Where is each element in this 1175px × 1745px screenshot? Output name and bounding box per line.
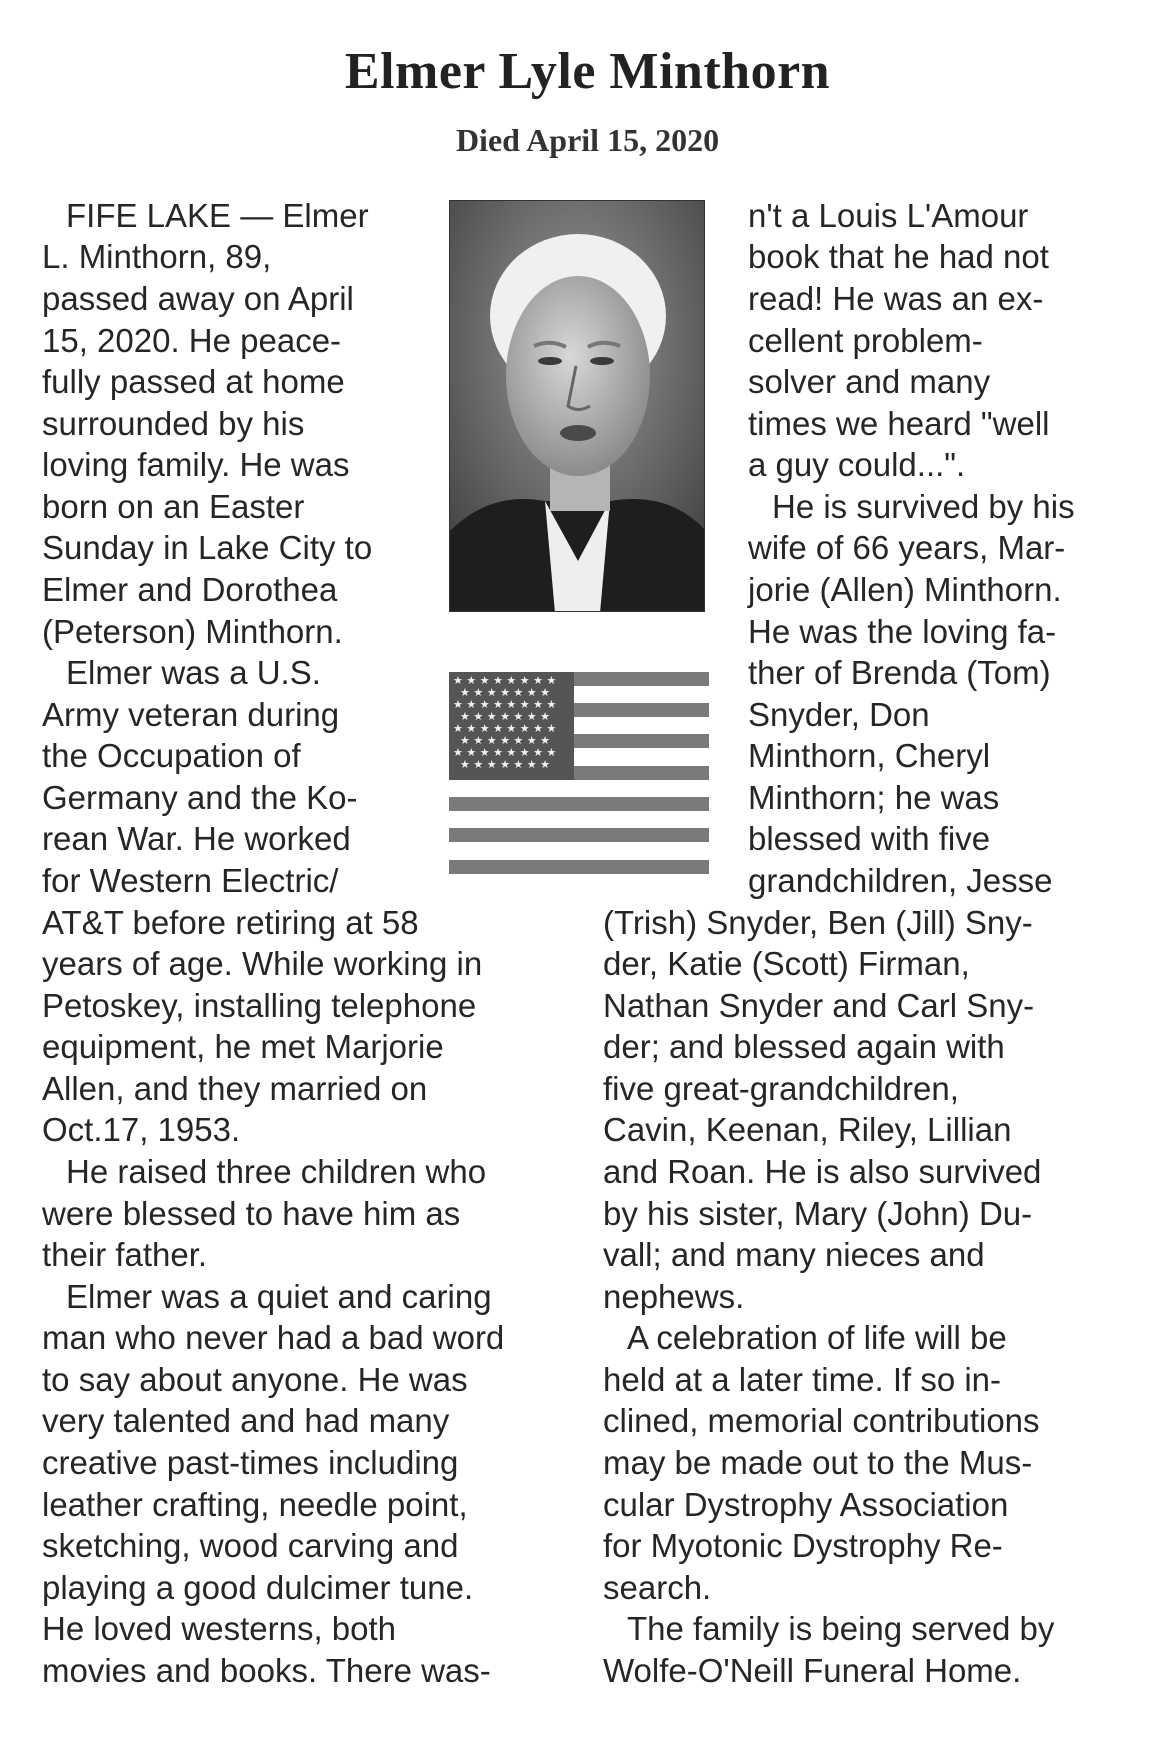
- body-line: clined, memorial contributions: [603, 1402, 1040, 1439]
- body-line: may be made out to the Mus-: [603, 1444, 1033, 1481]
- body-line: Petoskey, installing telephone: [42, 987, 477, 1024]
- body-line: for Western Electric/: [42, 862, 339, 899]
- body-line: leather crafting, needle point,: [42, 1486, 468, 1523]
- body-line: five great-grandchildren,: [603, 1070, 959, 1107]
- body-line: He is survived by his: [772, 488, 1075, 525]
- body-line: nephews.: [603, 1278, 745, 1315]
- body-line: very talented and had many: [42, 1402, 450, 1439]
- body-line: creative past-times including: [42, 1444, 459, 1481]
- body-line: jorie (Allen) Minthorn.: [748, 571, 1062, 608]
- body-line: Elmer was a quiet and caring: [66, 1278, 492, 1315]
- body-line: movies and books. There was-: [42, 1652, 491, 1689]
- body-line: (Peterson) Minthorn.: [42, 613, 343, 650]
- svg-text:★ ★ ★ ★ ★ ★ ★: ★ ★ ★ ★ ★ ★ ★: [460, 758, 551, 771]
- body-line: Wolfe-O'Neill Funeral Home.: [603, 1652, 1022, 1689]
- body-line: search.: [603, 1569, 712, 1606]
- body-line: blessed with five: [748, 820, 991, 857]
- body-line: and Roan. He is also survived: [603, 1153, 1042, 1190]
- body-line: He raised three children who: [66, 1153, 487, 1190]
- body-line: the Occupation of: [42, 737, 301, 774]
- body-line: their father.: [42, 1236, 208, 1273]
- body-line: Germany and the Ko-: [42, 779, 358, 816]
- body-line: read! He was an ex-: [748, 280, 1044, 317]
- body-line: vall; and many nieces and: [603, 1236, 985, 1273]
- body-line: years of age. While working in: [42, 945, 483, 982]
- body-line: der, Katie (Scott) Firman,: [603, 945, 970, 982]
- body-line: AT&T before retiring at 58: [42, 904, 419, 941]
- body-line: Sunday in Lake City to: [42, 529, 373, 566]
- body-line: were blessed to have him as: [42, 1195, 461, 1232]
- body-line: born on an Easter: [42, 488, 305, 525]
- body-line: to say about anyone. He was: [42, 1361, 468, 1398]
- obituary-name: Elmer Lyle Minthorn: [344, 43, 831, 100]
- body-line: man who never had a bad word: [42, 1319, 505, 1356]
- body-line: solver and many: [748, 363, 991, 400]
- body-line: rean War. He worked: [42, 820, 351, 857]
- body-line: Snyder, Don: [748, 696, 930, 733]
- body-line: Nathan Snyder and Carl Sny-: [603, 987, 1035, 1024]
- body-line: The family is being served by: [627, 1610, 1055, 1647]
- body-line: Minthorn; he was: [748, 779, 1000, 816]
- svg-text:★ ★ ★ ★ ★ ★ ★: ★ ★ ★ ★ ★ ★ ★: [460, 686, 551, 699]
- body-line: Allen, and they married on: [42, 1070, 428, 1107]
- body-line: Army veteran during: [42, 696, 340, 733]
- body-line: for Myotonic Dystrophy Re-: [603, 1527, 1003, 1564]
- body-line: Elmer and Dorothea: [42, 571, 338, 608]
- svg-text:★ ★ ★ ★ ★ ★ ★: ★ ★ ★ ★ ★ ★ ★: [460, 710, 551, 723]
- body-line: Minthorn, Cheryl: [748, 737, 991, 774]
- body-line: FIFE LAKE — Elmer: [66, 197, 369, 234]
- body-line: by his sister, Mary (John) Du-: [603, 1195, 1033, 1232]
- body-line: equipment, he met Marjorie: [42, 1028, 444, 1065]
- body-line: A celebration of life will be: [627, 1319, 1007, 1356]
- body-line: surrounded by his: [42, 405, 305, 442]
- body-line: He loved westerns, both: [42, 1610, 397, 1647]
- body-line: Elmer was a U.S.: [66, 654, 321, 691]
- body-line: playing a good dulcimer tune.: [42, 1569, 474, 1606]
- body-line: He was the loving fa-: [748, 613, 1057, 650]
- american-flag-icon: [449, 672, 709, 876]
- body-line: fully passed at home: [42, 363, 345, 400]
- svg-text:★ ★ ★ ★ ★ ★ ★: ★ ★ ★ ★ ★ ★ ★: [460, 734, 551, 747]
- svg-text:★ ★ ★ ★ ★ ★ ★ ★: ★ ★ ★ ★ ★ ★ ★ ★: [453, 674, 557, 687]
- body-line: der; and blessed again with: [603, 1028, 1005, 1065]
- body-line: 15, 2020. He peace-: [42, 322, 342, 359]
- svg-text:★ ★ ★ ★ ★ ★ ★ ★: ★ ★ ★ ★ ★ ★ ★ ★: [453, 722, 557, 735]
- body-line: a guy could...".: [748, 446, 966, 483]
- body-line: times we heard "well: [748, 405, 1050, 442]
- body-line: cellent problem-: [748, 322, 983, 359]
- body-line: cular Dystrophy Association: [603, 1486, 1009, 1523]
- svg-text:★ ★ ★ ★ ★ ★ ★ ★: ★ ★ ★ ★ ★ ★ ★ ★: [453, 746, 557, 759]
- body-line: grandchildren, Jesse: [748, 862, 1053, 899]
- body-line: (Trish) Snyder, Ben (Jill) Sny-: [603, 904, 1033, 941]
- body-line: held at a later time. If so in-: [603, 1361, 1002, 1398]
- body-line: passed away on April: [42, 280, 354, 317]
- death-date: Died April 15, 2020: [455, 122, 720, 158]
- body-line: loving family. He was: [42, 446, 350, 483]
- body-line: ther of Brenda (Tom): [748, 654, 1051, 691]
- body-line: L. Minthorn, 89,: [42, 238, 272, 275]
- body-line: Oct.17, 1953.: [42, 1111, 241, 1148]
- svg-text:★ ★ ★ ★ ★ ★ ★ ★: ★ ★ ★ ★ ★ ★ ★ ★: [453, 698, 557, 711]
- body-line: sketching, wood carving and: [42, 1527, 459, 1564]
- body-line: book that he had not: [748, 238, 1049, 275]
- body-line: Cavin, Keenan, Riley, Lillian: [603, 1111, 1012, 1148]
- body-line: n't a Louis L'Amour: [748, 197, 1029, 234]
- portrait-photo: [449, 200, 705, 612]
- body-line: wife of 66 years, Mar-: [748, 529, 1066, 566]
